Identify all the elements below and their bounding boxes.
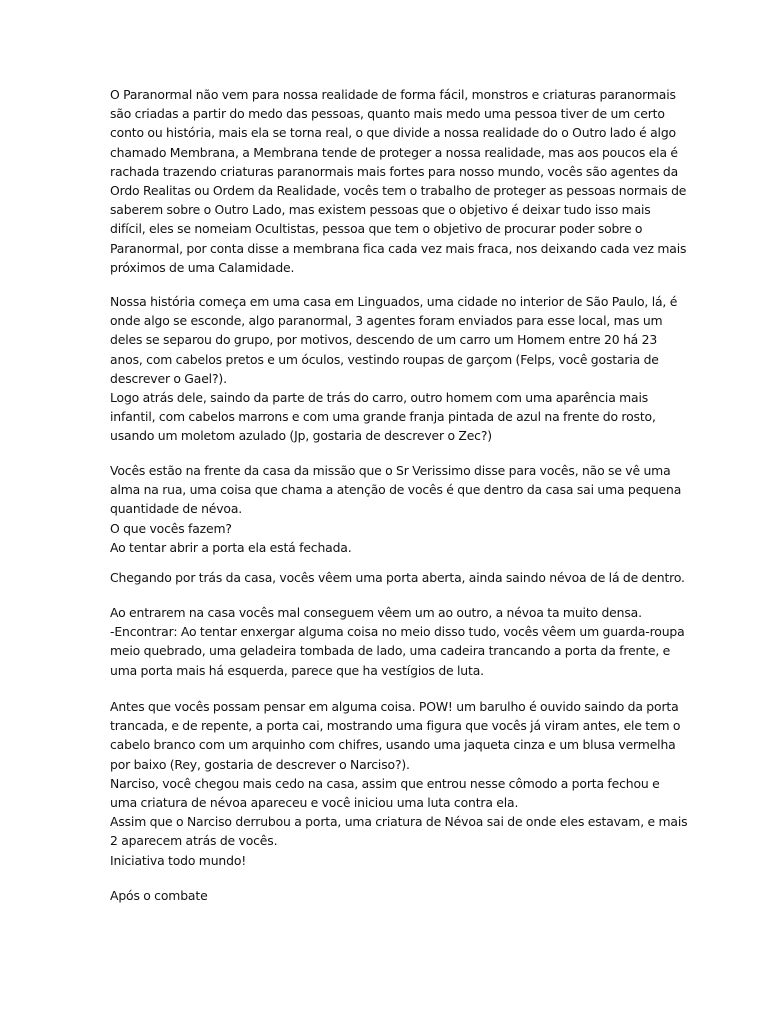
- text-line: Iniciativa todo mundo!: [110, 852, 247, 868]
- paragraph-back-door: [110, 568, 685, 587]
- text-line: Ao tentar abrir a porta ela está fechada.: [110, 539, 352, 555]
- text-line: Paranormal, por conta disse a membrana fica cada vez mais fraca, nos deixando cada vez mais: [110, 240, 687, 256]
- text-line: Antes que vocês possam pensar em alguma coisa. POW! um barulho é ouvido saindo da porta: [110, 699, 679, 714]
- text-line: -Encontrar: Ao tentar enxergar alguma coisa no meio disso tudo, vocês vêem um guarda-roupa: [110, 624, 685, 640]
- text-line: usando um moletom azulado (Jp, gostaria de descrever o Zec?): [110, 428, 492, 444]
- text-line: O que vocês fazem?: [110, 520, 232, 536]
- text-line: Ao entrarem na casa vocês mal conseguem vêem um ao outro, a névoa ta muito densa.: [110, 605, 642, 620]
- text-line: Ordo Realitas ou Ordem da Realidade, vocês tem o trabalho de proteger as pessoas normais de: [110, 182, 687, 198]
- text-line: infantil, com cabelos marrons e com uma grande franja pintada de azul na frente do rosto,: [110, 409, 656, 425]
- paragraph-mission-house: [110, 461, 682, 557]
- text-line: trancada, e de repente, a porta cai, mostrando uma figura que vocês já viram antes, ele tem o: [110, 718, 681, 734]
- text-line: meio quebrado, uma geladeira tombada de lado, uma cadeira trancando a porta da frente, e: [110, 643, 671, 659]
- text-line: Narciso, você chegou mais cedo na casa, assim que entrou nesse cômodo a porta fechou e: [110, 775, 660, 791]
- text-line: Vocês estão na frente da casa da missão que o Sr Verissimo disse para vocês, não se vê uma: [110, 463, 671, 478]
- text-line: saberem sobre o Outro Lado, mas existem pessoas que o objetivo é deixar tudo isso mais: [110, 202, 651, 218]
- text-line: alma na rua, uma coisa que chama a atenção de vocês é que dentro da casa sai uma pequena: [110, 482, 682, 498]
- paragraph-inside-house: [110, 603, 685, 680]
- text-line: onde algo se esconde, algo paranormal, 3 agentes foram enviados para esse local, mas um: [110, 313, 663, 329]
- paragraph-after-combat: [110, 886, 660, 905]
- text-line: quantidade de névoa.: [110, 501, 243, 517]
- text-line: difícil, eles se nomeiam Ocultistas, pessoa que tem o objetivo de procurar poder sobre o: [110, 221, 643, 237]
- text-line: O Paranormal não vem para nossa realidade de forma fácil, monstros e criaturas paranormais: [110, 87, 676, 102]
- paragraph-narciso: [110, 697, 688, 870]
- text-line: descrever o Gael?).: [110, 370, 227, 386]
- text-line: uma criatura de névoa apareceu e você iniciou uma luta contra ela.: [110, 794, 519, 810]
- text-line: cabelo branco com um arquinho com chifres, usando uma jaqueta cinza e um blusa vermelha: [110, 737, 676, 753]
- paragraph-intro: [110, 85, 687, 277]
- text-line: Chegando por trás da casa, vocês vêem uma porta aberta, ainda saindo névoa de lá de dentro.: [110, 570, 685, 585]
- text-line: rachada trazendo criaturas paranormais mais fortes para nosso mundo, vocês são agentes da: [110, 163, 679, 179]
- text-line: Assim que o Narciso derrubou a porta, uma criatura de Névoa sai de onde eles estavam, e mais: [110, 814, 688, 830]
- text-line: Nossa história começa em uma casa em Linguados, uma cidade no interior de São Paulo, lá, é: [110, 294, 678, 309]
- text-line: Após o combate: [110, 888, 208, 903]
- text-line: chamado Membrana, a Membrana tende de proteger a nossa realidade, mas aos poucos ela é: [110, 144, 678, 160]
- text-line: conto ou história, mais ela se torna real, o que divide a nossa realidade do o Outro lado é algo: [110, 125, 676, 141]
- text-line: por baixo (Rey, gostaria de descrever o Narciso?).: [110, 756, 410, 772]
- text-line: 2 aparecem atrás de vocês.: [110, 833, 278, 849]
- text-line: deles se separou do grupo, por motivos, descendo de um carro um Homem entre 20 há 23: [110, 332, 658, 348]
- text-line: Logo atrás dele, saindo da parte de trás do carro, outro homem com uma aparência mais: [110, 389, 649, 405]
- paragraph-story-start: [110, 292, 678, 446]
- text-line: anos, com cabelos pretos e um óculos, vestindo roupas de garçom (Felps, você gostaria de: [110, 351, 659, 367]
- text-line: uma porta mais há esquerda, parece que ha vestígios de luta.: [110, 662, 484, 678]
- text-line: próximos de uma Calamidade.: [110, 259, 295, 275]
- text-line: são criadas a partir do medo das pessoas, quanto mais medo uma pessoa tiver de um certo: [110, 106, 665, 122]
